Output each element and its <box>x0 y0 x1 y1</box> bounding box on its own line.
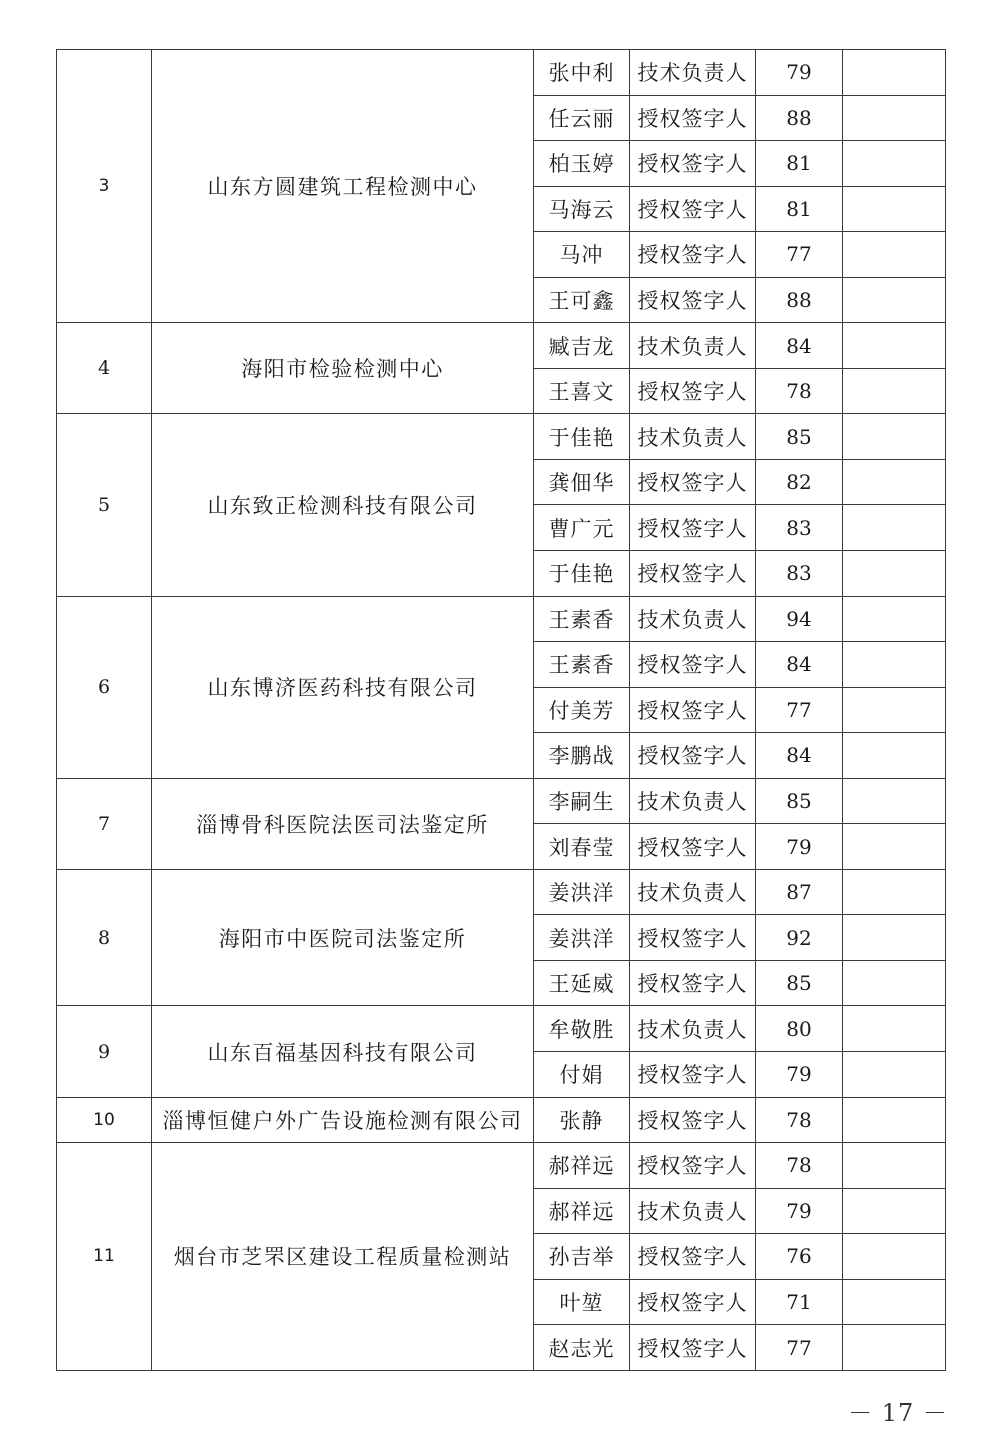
remarks-cell <box>843 824 946 870</box>
person-name-cell: 姜洪洋 <box>534 869 630 915</box>
table-row <box>57 1097 946 1143</box>
score-cell: 79 <box>756 824 843 870</box>
score-cell: 78 <box>756 1097 843 1143</box>
person-name-cell: 叶堃 <box>534 1279 630 1325</box>
person-name-cell: 王延威 <box>534 960 630 1006</box>
role-cell: 授权签字人 <box>630 1234 756 1280</box>
person-name-cell: 于佳艳 <box>534 551 630 597</box>
role-cell: 技术负责人 <box>630 1006 756 1052</box>
remarks-cell <box>843 687 946 733</box>
remarks-cell <box>843 778 946 824</box>
person-name-cell: 臧吉龙 <box>534 323 630 369</box>
score-cell: 77 <box>756 232 843 278</box>
person-name-cell: 张中利 <box>534 50 630 96</box>
score-cell: 94 <box>756 596 843 642</box>
organization-cell: 烟台市芝罘区建设工程质量检测站 <box>152 1143 534 1371</box>
serial-number-cell: 10 <box>57 1097 152 1143</box>
role-cell: 授权签字人 <box>630 915 756 961</box>
score-cell: 85 <box>756 778 843 824</box>
role-cell: 授权签字人 <box>630 642 756 688</box>
role-cell: 技术负责人 <box>630 869 756 915</box>
serial-number-cell: 11 <box>57 1143 152 1371</box>
score-cell: 84 <box>756 642 843 688</box>
remarks-cell <box>843 459 946 505</box>
table-row <box>57 50 946 96</box>
person-name-cell: 郝祥远 <box>534 1188 630 1234</box>
role-cell: 授权签字人 <box>630 1143 756 1189</box>
table-row <box>57 778 946 824</box>
role-cell: 授权签字人 <box>630 95 756 141</box>
person-name-cell: 于佳艳 <box>534 414 630 460</box>
serial-number-cell: 9 <box>57 1006 152 1097</box>
table-row <box>57 414 946 460</box>
remarks-cell <box>843 1006 946 1052</box>
remarks-cell <box>843 1188 946 1234</box>
table-row <box>57 1143 946 1189</box>
remarks-cell <box>843 1325 946 1371</box>
remarks-cell <box>843 915 946 961</box>
role-cell: 授权签字人 <box>630 1325 756 1371</box>
role-cell: 授权签字人 <box>630 505 756 551</box>
page-number: － 17 － <box>848 1399 948 1427</box>
remarks-cell <box>843 869 946 915</box>
role-cell: 授权签字人 <box>630 186 756 232</box>
person-name-cell: 王素香 <box>534 642 630 688</box>
score-cell: 78 <box>756 1143 843 1189</box>
role-cell: 技术负责人 <box>630 778 756 824</box>
score-cell: 88 <box>756 95 843 141</box>
score-cell: 92 <box>756 915 843 961</box>
remarks-cell <box>843 505 946 551</box>
organization-cell: 淄博骨科医院法医司法鉴定所 <box>152 778 534 869</box>
person-name-cell: 王素香 <box>534 596 630 642</box>
person-name-cell: 马海云 <box>534 186 630 232</box>
remarks-cell <box>843 960 946 1006</box>
organization-cell: 海阳市检验检测中心 <box>152 323 534 414</box>
organization-cell: 淄博恒健户外广告设施检测有限公司 <box>152 1097 534 1143</box>
role-cell: 授权签字人 <box>630 1279 756 1325</box>
remarks-cell <box>843 1143 946 1189</box>
role-cell: 技术负责人 <box>630 50 756 96</box>
role-cell: 授权签字人 <box>630 459 756 505</box>
score-cell: 87 <box>756 869 843 915</box>
role-cell: 技术负责人 <box>630 596 756 642</box>
score-cell: 83 <box>756 505 843 551</box>
remarks-cell <box>843 277 946 323</box>
score-cell: 80 <box>756 1006 843 1052</box>
serial-number-cell: 8 <box>57 869 152 1006</box>
organization-cell: 海阳市中医院司法鉴定所 <box>152 869 534 1006</box>
score-cell: 84 <box>756 733 843 779</box>
score-cell: 79 <box>756 50 843 96</box>
organization-cell: 山东百福基因科技有限公司 <box>152 1006 534 1097</box>
role-cell: 授权签字人 <box>630 960 756 1006</box>
score-cell: 84 <box>756 323 843 369</box>
serial-number-cell: 3 <box>57 50 152 323</box>
remarks-cell <box>843 733 946 779</box>
score-cell: 78 <box>756 368 843 414</box>
person-name-cell: 刘春莹 <box>534 824 630 870</box>
person-name-cell: 龚佃华 <box>534 459 630 505</box>
table-row <box>57 323 946 369</box>
role-cell: 授权签字人 <box>630 551 756 597</box>
score-cell: 76 <box>756 1234 843 1280</box>
role-cell: 授权签字人 <box>630 733 756 779</box>
person-name-cell: 王喜文 <box>534 368 630 414</box>
score-cell: 83 <box>756 551 843 597</box>
score-cell: 79 <box>756 1052 843 1098</box>
role-cell: 授权签字人 <box>630 368 756 414</box>
score-cell: 77 <box>756 1325 843 1371</box>
serial-number-cell: 7 <box>57 778 152 869</box>
person-name-cell: 王可鑫 <box>534 277 630 323</box>
score-cell: 88 <box>756 277 843 323</box>
serial-number-cell: 4 <box>57 323 152 414</box>
person-name-cell: 马冲 <box>534 232 630 278</box>
person-name-cell: 赵志光 <box>534 1325 630 1371</box>
role-cell: 授权签字人 <box>630 1052 756 1098</box>
serial-number-cell: 6 <box>57 596 152 778</box>
person-name-cell: 任云丽 <box>534 95 630 141</box>
role-cell: 授权签字人 <box>630 232 756 278</box>
remarks-cell <box>843 1052 946 1098</box>
remarks-cell <box>843 368 946 414</box>
remarks-cell <box>843 1234 946 1280</box>
person-name-cell: 李鹏战 <box>534 733 630 779</box>
remarks-cell <box>843 596 946 642</box>
person-name-cell: 郝祥远 <box>534 1143 630 1189</box>
score-cell: 77 <box>756 687 843 733</box>
score-cell: 71 <box>756 1279 843 1325</box>
person-name-cell: 柏玉婷 <box>534 141 630 187</box>
score-cell: 79 <box>756 1188 843 1234</box>
table-body <box>57 50 946 1371</box>
score-cell: 82 <box>756 459 843 505</box>
person-name-cell: 李嗣生 <box>534 778 630 824</box>
remarks-cell <box>843 141 946 187</box>
remarks-cell <box>843 186 946 232</box>
remarks-cell <box>843 1279 946 1325</box>
score-cell: 81 <box>756 186 843 232</box>
organization-cell: 山东博济医药科技有限公司 <box>152 596 534 778</box>
remarks-cell <box>843 232 946 278</box>
organization-cell: 山东致正检测科技有限公司 <box>152 414 534 596</box>
person-name-cell: 姜洪洋 <box>534 915 630 961</box>
remarks-cell <box>843 1097 946 1143</box>
person-name-cell: 牟敬胜 <box>534 1006 630 1052</box>
role-cell: 授权签字人 <box>630 277 756 323</box>
results-table <box>56 49 946 1371</box>
person-name-cell: 孙吉举 <box>534 1234 630 1280</box>
role-cell: 授权签字人 <box>630 141 756 187</box>
role-cell: 授权签字人 <box>630 1097 756 1143</box>
score-cell: 81 <box>756 141 843 187</box>
remarks-cell <box>843 414 946 460</box>
person-name-cell: 曹广元 <box>534 505 630 551</box>
role-cell: 授权签字人 <box>630 824 756 870</box>
remarks-cell <box>843 323 946 369</box>
role-cell: 技术负责人 <box>630 1188 756 1234</box>
role-cell: 授权签字人 <box>630 687 756 733</box>
remarks-cell <box>843 642 946 688</box>
table-row <box>57 869 946 915</box>
role-cell: 技术负责人 <box>630 323 756 369</box>
serial-number-cell: 5 <box>57 414 152 596</box>
remarks-cell <box>843 551 946 597</box>
person-name-cell: 付娟 <box>534 1052 630 1098</box>
person-name-cell: 张静 <box>534 1097 630 1143</box>
role-cell: 技术负责人 <box>630 414 756 460</box>
table-row <box>57 1006 946 1052</box>
score-cell: 85 <box>756 414 843 460</box>
organization-cell: 山东方圆建筑工程检测中心 <box>152 50 534 323</box>
remarks-cell <box>843 50 946 96</box>
score-cell: 85 <box>756 960 843 1006</box>
person-name-cell: 付美芳 <box>534 687 630 733</box>
remarks-cell <box>843 95 946 141</box>
table-row <box>57 596 946 642</box>
